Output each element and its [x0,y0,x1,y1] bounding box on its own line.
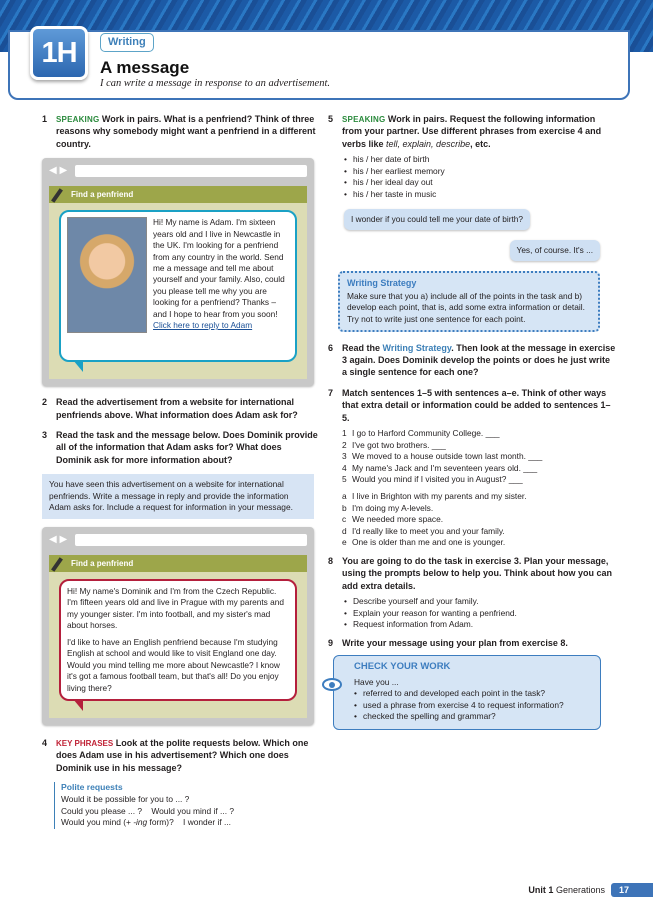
exercise-9: 9 Write your message using your plan from exercise 8. [328,638,568,649]
nav-arrows-icon[interactable]: ◀ ▶ [49,534,68,546]
unit-badge: 1H [30,26,88,80]
exercise-3: 3 Read the task and the message below. Does Dominik provide all of the information that Adam asks for? What does Dominik ask for more information about? [42,430,318,465]
polite-requests: Polite requests Would it be possible for you to ... ? Could you please ... ? Would you mind if ... ? Would you mind (+ -ing form)? I wonder if ... [54,782,318,829]
section-tab: Writing [100,33,154,52]
page-subtitle: I can write a message in response to an advertisement. [100,78,330,89]
bubble-tail [73,360,83,372]
nav-arrows-icon[interactable]: ◀ ▶ [49,165,68,177]
exercise-8: 8 You are going to do the task in exercise 3. Plan your message, using the prompts below to help you. Think about how you can add extra details. [328,556,612,591]
pencil-icon [51,188,63,203]
address-bar[interactable] [75,165,307,177]
speech-a: Yes, of course. It's ... [328,240,600,261]
sentences-list: 1 I go to Harford Community College. ___ 2 I've got two brothers. ___ 3 We moved to a house outside town last month. ___ 4 My name's Jack and I'm seventeen years old. ___ 5 Would you mind if I visited you in August? ___ a I live in Brighton with my parents and my sister. b I'm doing my A-levels. c We needed more space. d I'd really like to meet you and your family. e One is older than me and one is younger. [342,428,543,548]
page-title: A message [100,58,190,77]
page-number: 17 [611,883,653,897]
exercise-1: 1 SPEAKING Work in pairs. What is a penfriend? Think of three reasons why somebody might want a penfriend in a different country. [42,114,316,149]
speech-q: I wonder if you could tell me your date of birth? [328,209,616,230]
pencil-icon [51,557,63,572]
exercise-7: 7 Match sentences 1–5 with sentences a–e. Think of other ways that extra detail or information could be added to sentences 1–5. [328,387,611,423]
exercise-6: 6 Read the Writing Strategy. Then look at the message in exercise 3 again. Does Dominik develop the points or does he just write a single sentence for each one? [328,342,616,378]
ex5-bullets: • his / her date of birth • his / her earliest memory • his / her ideal day out • his / her taste in music [328,154,616,200]
address-bar[interactable] [75,534,307,546]
adam-photo [67,217,147,333]
advert-browser-adam [42,158,314,386]
reply-link[interactable]: Click here to reply to Adam [153,320,253,331]
advert-browser-dominik [42,527,314,725]
writing-strategy: Writing Strategy Make sure that you a) include all of the points in the task and b) develop each point, that is, add some extra information or detail. Try not to write just one sentence for each point. [338,271,600,331]
task-note: You have seen this advertisement on a website for international penfriends. Write a message in reply and provide the information Adam asks for. Include a request for information in your message. [42,474,314,519]
left-column [42,113,318,829]
right-column [328,113,616,730]
dominik-message: Hi! My name's Dominik and I'm from the Czech Republic. I'm fifteen years old and live in Prague with my parents and my younger sister. I'm into football, and my sister's mad about horses. I'd like to have an English penfriend because I'm studying English at school and would like to visit England one day. Would you mind telling me more about Newcastle? I know it's got a famous football team, but that's all! Do you enjoy living there? [59,579,297,701]
adam-message: Hi! My name is Adam. I'm sixteen years old and I live in Newcastle in the UK. I'm looking for a penfriend from any country in the world. Send me a message and tell me about yourself and your family. Also, could you please tell me why you are looking for a penfriend? Thanks – and I hope to hear from you soon! Click here to reply to Adam [59,210,297,362]
page-footer: Unit 1 Generations 17 [528,883,653,897]
advert-heading: Find a penfriend [49,186,307,203]
eye-icon [322,678,342,691]
ex8-bullets: • Describe yourself and your family. • Explain your reason for wanting a penfriend. • Request information from Adam. [328,596,616,631]
check-your-work: CHECK YOUR WORK Have you ... • referred to and developed each point in the task? • used a phrase from exercise 4 to request information? • checked the spelling and grammar? [333,655,601,729]
bubble-tail [73,699,83,711]
advert-heading: Find a penfriend [49,555,307,572]
exercise-5: 5 SPEAKING Work in pairs. Request the following information from your partner. Use different phrases from exercise 4 and verbs like tell, explain, describe, etc. [328,114,602,149]
exercise-4: 4 KEY PHRASES Look at the polite requests below. Which one does Adam use in his advertisement? Which one does Dominik use in his message? [42,737,309,773]
exercise-2: 2 Read the advertisement from a website for international penfriends above. What information does Adam ask for? [42,397,298,420]
